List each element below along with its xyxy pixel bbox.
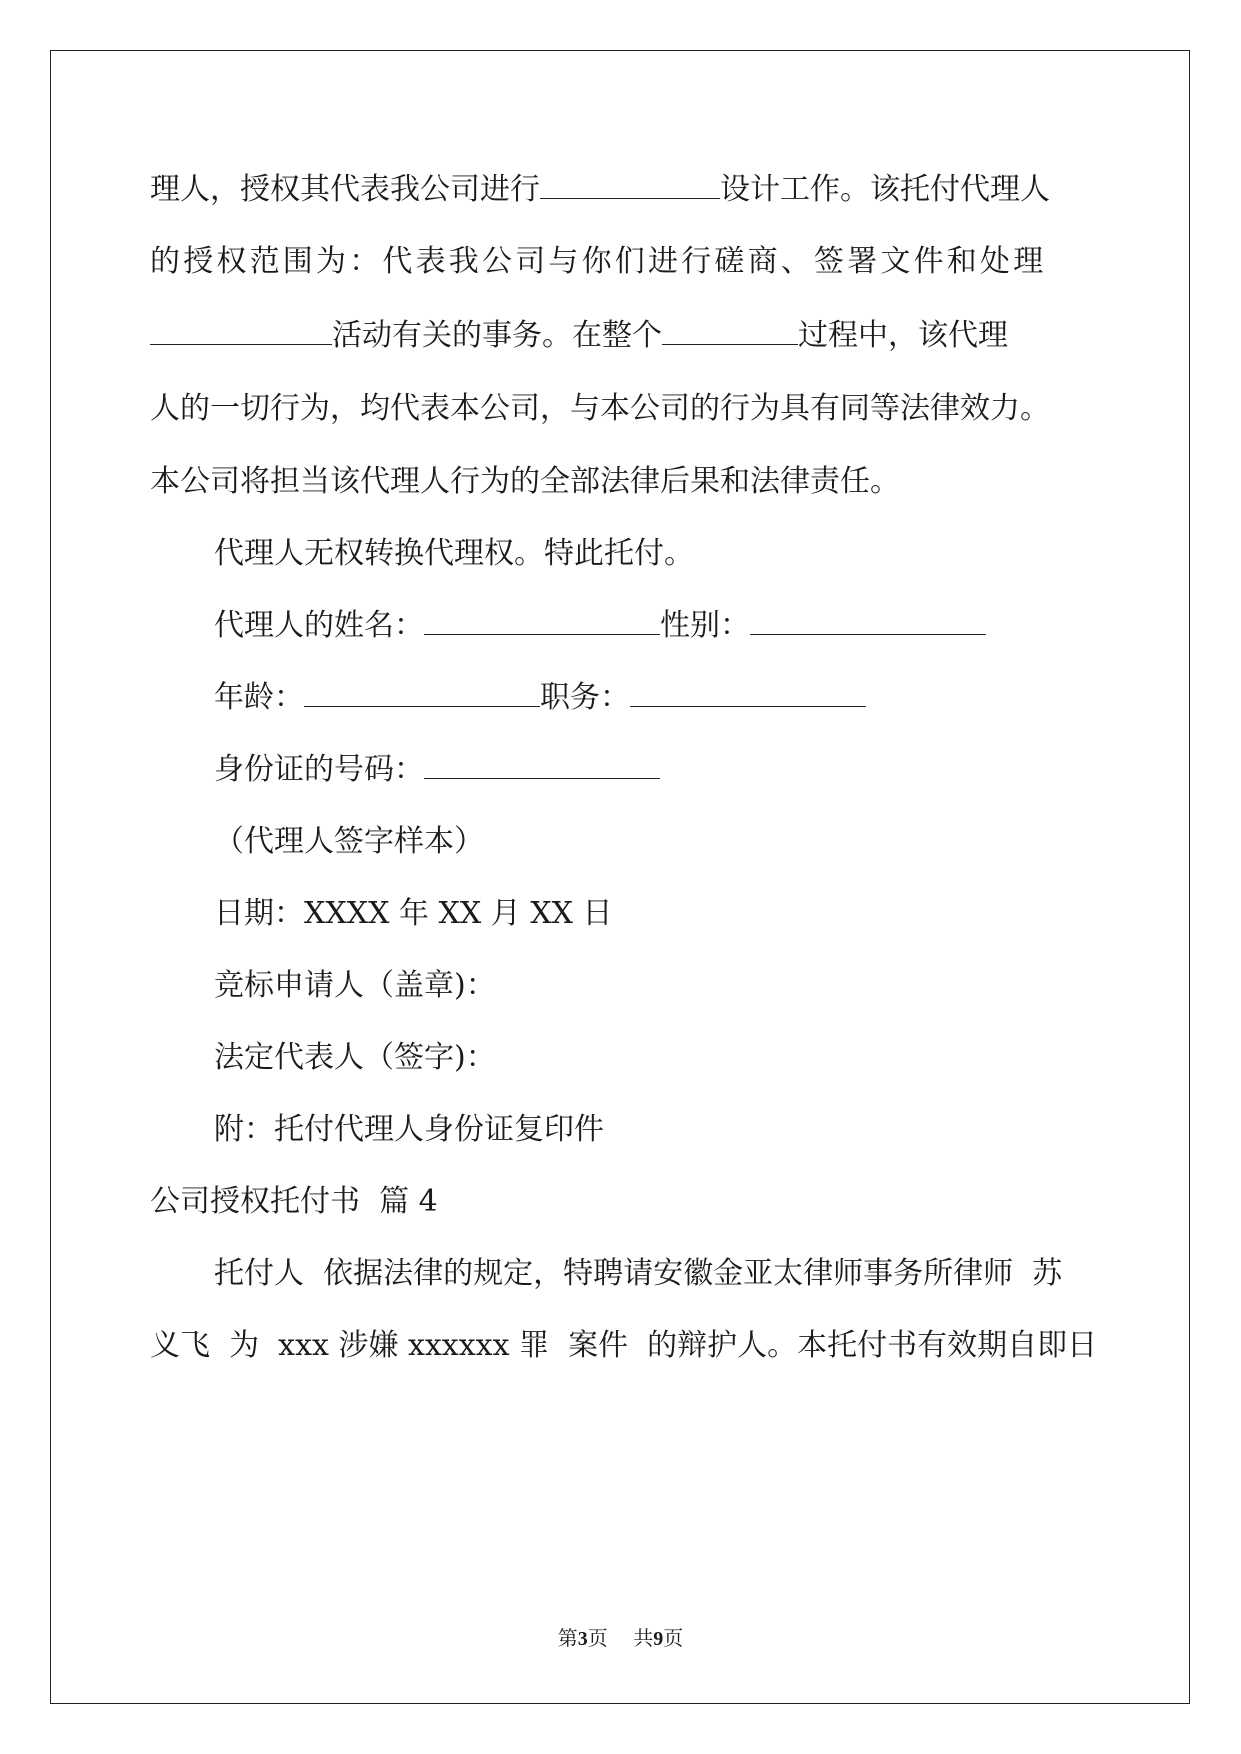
blank-field [540, 170, 720, 199]
signature-sample: （代理人签字样本） [214, 824, 484, 859]
age-blank [304, 678, 540, 707]
paragraph1-line2: 的授权范围为：代表我公司与你们进行磋商、签署文件和处理 [150, 244, 1047, 279]
blank-field [150, 316, 332, 345]
age-label: 年龄： [214, 680, 304, 715]
id-blank [424, 750, 660, 779]
gender-label: 性别： [660, 608, 750, 643]
footer-middle: 页 共 [587, 1626, 654, 1650]
name-gender-row [214, 606, 986, 646]
position-blank [630, 678, 866, 707]
no-transfer-statement: 代理人无权转换代理权。特此托付。 [214, 536, 694, 571]
paragraph1-line1 [150, 170, 1050, 210]
text-segment: 理人，授权其代表我公司进行 [150, 172, 540, 207]
text-segment: 过程中，该代理 [798, 318, 1008, 353]
paragraph1-line5: 本公司将担当该代理人行为的全部法律后果和法律责任。 [150, 464, 900, 499]
attachment-line: 附：托付代理人身份证复印件 [214, 1112, 604, 1147]
gender-blank [750, 606, 986, 635]
paragraph2-line1: 托付人 依据法律的规定，特聘请安徽金亚太律师事务所律师 苏 [214, 1256, 1063, 1291]
id-row [214, 750, 660, 790]
page-border [50, 50, 1190, 1704]
paragraph1-line4: 人的一切行为，均代表本公司，与本公司的行为具有同等法律效力。 [150, 391, 1050, 426]
paragraph2-line2: 义飞 为 xxx 涉嫌 xxxxxx 罪 案件 的辩护人。本托付书有效期自即日 [150, 1328, 1098, 1363]
name-label: 代理人的姓名： [214, 608, 424, 643]
text-segment: 设计工作。该托付代理人 [720, 172, 1050, 207]
blank-field [662, 316, 798, 345]
footer-suffix: 页 [663, 1626, 684, 1650]
total-page-count: 9 [653, 1628, 664, 1650]
age-position-row [214, 678, 866, 718]
text-segment: 活动有关的事务。在整个 [332, 318, 662, 353]
paragraph1-line3 [150, 316, 1008, 356]
applicant-line: 竞标申请人（盖章)： [214, 968, 496, 1003]
footer-prefix: 第 [557, 1626, 578, 1650]
legal-representative-line: 法定代表人（签字)： [214, 1040, 496, 1075]
page-footer [0, 1626, 1241, 1651]
current-page-number: 3 [577, 1628, 588, 1650]
date-line: 日期：XXXX 年 XX 月 XX 日 [214, 896, 613, 931]
name-blank [424, 606, 660, 635]
section-heading: 公司授权托付书 篇 4 [150, 1184, 438, 1219]
id-label: 身份证的号码： [214, 752, 424, 787]
position-label: 职务： [540, 680, 630, 715]
